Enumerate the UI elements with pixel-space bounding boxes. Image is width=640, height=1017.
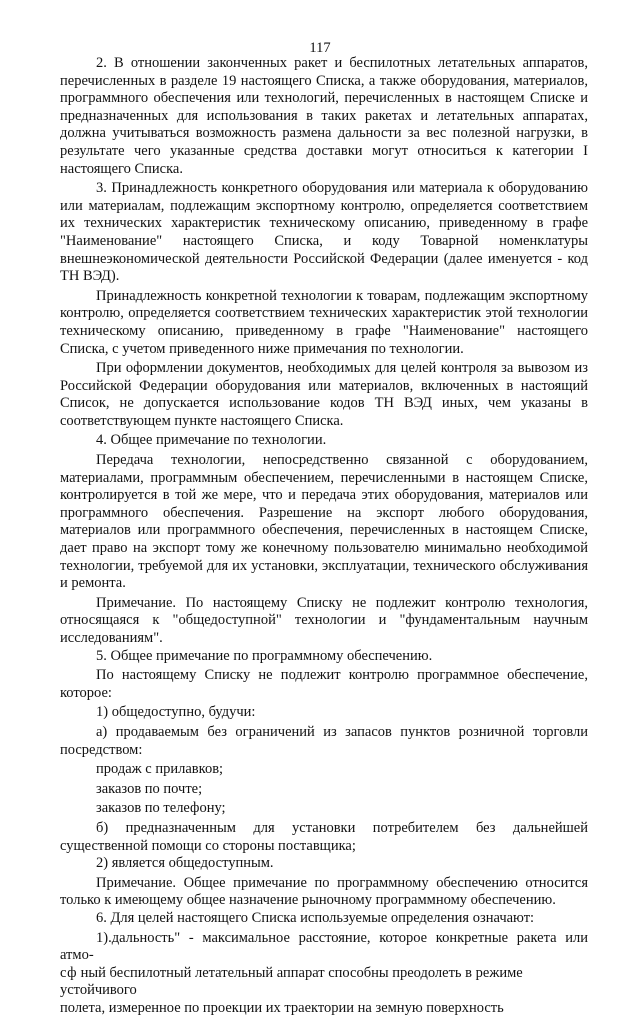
paragraph-5-note: Примечание. Общее примечание по программному обеспечению относится только к имеющему общее назначение рыночному программному обеспечению. — [60, 874, 588, 909]
cut-off-word-fragment: сф — [60, 964, 78, 981]
section-5-heading: 5. Общее примечание по программному обеспечению. — [96, 647, 433, 664]
section-4-heading: 4. Общее примечание по технологии. — [96, 432, 327, 449]
paragraph-5: По настоящему Списку не подлежит контролю программное обеспечение, которое: — [60, 667, 588, 701]
definition-range-line-2: ный беспилотный летательный аппарат способны преодолеть в режиме устойчивого — [60, 964, 523, 999]
page-number: 117 — [309, 40, 331, 56]
paragraph-3: 3. Принадлежность конкретного оборудования или материала к оборудованию или материалам, подлежащим экспортному контролю, определяется соответствием их технических характеристик техническому описанию, приведенному в графе "Наименование" настоящего Списка, и коду Товарной номенклатуры внешнеэкономической деятельности Российской Федерации (далее именуется - код ТН ВЭД). — [60, 180, 588, 285]
list-subitem-mail-orders: заказов по почте; — [96, 780, 203, 797]
list-item-5-1-a: а) продаваемым без ограничений из запасов пунктов розничной торговли посредством: — [60, 723, 588, 758]
document-body — [60, 55, 588, 1017]
list-item-5-1-b: б) предназначенным для установки потребителем без дальнейшей существенной помощи со стороны поставщика; — [60, 819, 588, 854]
definition-range-continued — [60, 965, 588, 1000]
definition-range-line-1: 1).дальность" - максимальное расстояние, которое конкретные ракета или атмо- — [60, 929, 588, 964]
paragraph-4-note: Примечание. По настоящему Списку не подлежит контролю технология, относящаяся к "общедоступной" технологии и "фундаментальным научным исследованиям". — [60, 594, 588, 646]
definition-range — [60, 930, 588, 965]
list-item-5-2: 2) является общедоступным. — [96, 855, 274, 872]
paragraph-4: Передача технологии, непосредственно связанной с оборудованием, материалами, программным обеспечением, перечисленными в настоящем Списке, контролируется в той же мере, что и передача этих оборудования, материалов или программного обеспечения. Разрешение на экспорт любого оборудования, материалов или программного обеспечения, перечисленных в настоящем Списке, дает право на экспорт тому же конечному пользователю минимально необходимой технологии, требуемой для их установки, эксплуатации, технического обслуживания и ремонта. — [60, 452, 588, 592]
paragraph-3-customs-codes: При оформлении документов, необходимых для целей контроля за вывозом из Российской Федерации оборудования или материалов, включенных в настоящий Список, не допускается использование кодов ТН ВЭД иных, чем указаны в соответствующем пункте настоящего Списка. — [60, 360, 588, 429]
list-subitem-phone-orders: заказов по телефону; — [96, 800, 226, 817]
definition-range-line-3: полета, измеренное по проекции их траектории на земную поверхность — [60, 999, 504, 1016]
list-item-5-1: 1) общедоступно, будучи: — [96, 704, 256, 721]
section-6-heading: 6. Для целей настоящего Списка используемые определения означают: — [96, 909, 535, 926]
list-subitem-counter-sales: продаж с прилавков; — [96, 761, 224, 778]
paragraph-2: 2. В отношении законченных ракет и беспилотных летательных аппаратов, перечисленных в разделе 19 настоящего Списка, а также оборудования, материалов, программного обеспечения или технологий, перечисленных в настоящем Списке и предназначенных для использования в таких ракетах и летательных аппаратах, должна учитываться возможность размена дальности за вес полезной нагрузки, в результате чего указанные средства доставки могут относиться к категории I настоящего Списка. — [60, 55, 588, 177]
paragraph-3-technology: Принадлежность конкретной технологии к товарам, подлежащим экспортному контролю, определяется соответствием технических характеристик этой технологии техническому описанию, приведенному в графе "Наименование" настоящего Списка, с учетом приведенного ниже примечания по технологии. — [60, 287, 588, 357]
